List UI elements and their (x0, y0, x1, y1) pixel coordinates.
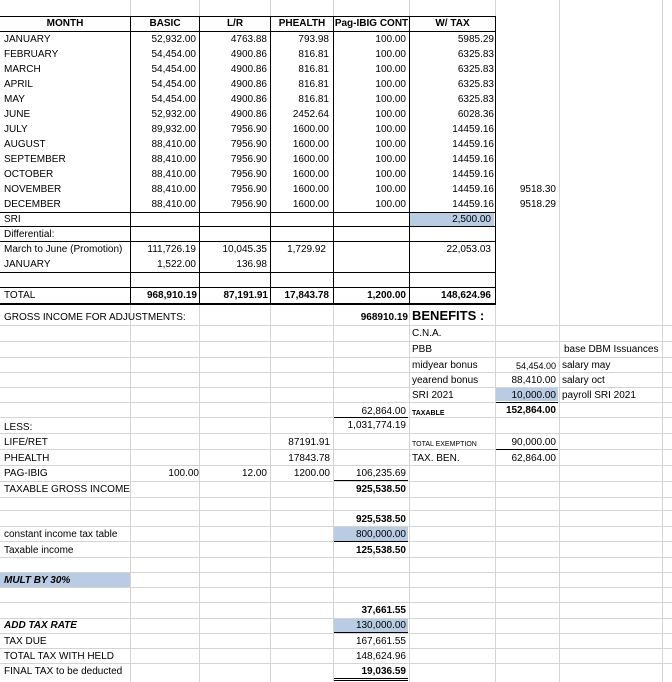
grid-row-line (0, 648, 672, 649)
phealth-label: PHEALTH (4, 453, 50, 464)
extra-cell: 9518.30 (519, 184, 556, 195)
basic-cell: 88,410.00 (151, 199, 196, 210)
wtax-cell: 6325.83 (457, 64, 494, 75)
grid-row-line (0, 557, 672, 558)
gross-income-value: 968910.19 (360, 312, 408, 323)
table-border (0, 272, 496, 273)
deductions-total: 106,235.69 (355, 468, 406, 479)
basic-cell: 54,454.00 (151, 64, 196, 75)
march-june-phealth: 1,729.92 (287, 244, 326, 255)
grid-row-line (0, 497, 672, 498)
wtax-cell: 6325.83 (457, 49, 494, 60)
final-double-underline (334, 680, 408, 681)
wtax-cell: 14459.16 (452, 154, 494, 165)
sri2021-label: SRI 2021 (412, 390, 454, 401)
life-ret-label: LIFE/RET (4, 437, 48, 448)
header-pagibig: Pag-IBIG CONT (334, 18, 409, 29)
month-cell: JANUARY (4, 34, 51, 45)
phealth-cell: 816.81 (298, 94, 329, 105)
table-border (0, 226, 496, 227)
grid-row-line (0, 587, 672, 588)
grid-row-line (0, 433, 672, 434)
final-tax-label: FINAL TAX to be deducted (4, 666, 123, 677)
sum-underline (334, 480, 408, 481)
grid-row-line (0, 325, 672, 326)
sum-underline (334, 541, 408, 542)
pagibig-cell: 100.00 (375, 199, 406, 210)
month-cell: MAY (4, 94, 25, 105)
month-cell: MARCH (4, 64, 41, 75)
january-diff-basic: 1,522.00 (157, 259, 196, 270)
benefits-taxable-value: 62,864.00 (361, 406, 406, 417)
sri-wtax: 2,500.00 (452, 214, 491, 225)
month-cell: AUGUST (4, 139, 46, 150)
pagibig-cell: 100.00 (375, 154, 406, 165)
table-border (0, 212, 496, 213)
lr-cell: 7956.90 (230, 154, 267, 165)
basic-cell: 88,410.00 (151, 139, 196, 150)
pagibig-cell: 100.00 (375, 124, 406, 135)
grid-row-line (0, 449, 672, 450)
grid-row-line (0, 510, 672, 511)
tax-due-label: TAX DUE (4, 636, 47, 647)
header-wtax: W/ TAX (435, 18, 470, 29)
month-cell: SEPTEMBER (4, 154, 66, 165)
march-june-wtax: 22,053.03 (446, 244, 491, 255)
wtax-cell: 14459.16 (452, 184, 494, 195)
pagibig-cell: 100.00 (375, 64, 406, 75)
benefits-title: BENEFITS : (412, 308, 485, 323)
basic-cell: 88,410.00 (151, 184, 196, 195)
wtax-cell: 14459.16 (452, 169, 494, 180)
yearend-value: 88,410.00 (511, 375, 556, 386)
basic-cell: 52,932.00 (151, 109, 196, 120)
life-ret-value: 87191.91 (288, 437, 330, 448)
lr-cell: 7956.90 (230, 139, 267, 150)
benefits-taxable-label: TAXABLE (412, 410, 445, 417)
total-lr: 87,191.91 (223, 290, 268, 301)
lr-cell: 7956.90 (230, 184, 267, 195)
phealth-value: 17843.78 (288, 453, 330, 464)
table-border (0, 16, 496, 17)
pagibig-cell: 100.00 (375, 34, 406, 45)
basic-cell: 88,410.00 (151, 154, 196, 165)
withheld-label: TOTAL TAX WITH HELD (4, 651, 115, 662)
month-cell: OCTOBER (4, 169, 54, 180)
month-cell: JUNE (4, 109, 31, 120)
yearend-note: salary oct (562, 375, 605, 386)
grid-row-line (0, 465, 672, 466)
total-basic: 968,910.19 (146, 290, 197, 301)
phealth-cell: 816.81 (298, 64, 329, 75)
pagibig-basic: 100.00 (168, 468, 199, 479)
total-exemption-value: 90,000.00 (511, 437, 556, 448)
repeat-gross-value: 925,538.50 (355, 514, 406, 525)
gross-income-label: GROSS INCOME FOR ADJUSTMENTS: (4, 312, 186, 323)
march-june-label: March to June (Promotion) (4, 244, 123, 255)
table-border (0, 287, 496, 288)
taxable-gross-label: TAXABLE GROSS INCOME (4, 484, 130, 495)
table-border (0, 303, 496, 305)
lr-cell: 4900.86 (230, 49, 267, 60)
pagibig-cell: 100.00 (375, 169, 406, 180)
header-phealth: PHEALTH (278, 18, 326, 29)
pagibig-cell: 100.00 (375, 94, 406, 105)
midyear-note: salary may (562, 360, 611, 371)
taxable-income-value: 125,538.50 (355, 545, 406, 556)
sri2021-note: payroll SRI 2021 (562, 390, 636, 401)
pagibig-cell: 100.00 (375, 49, 406, 60)
grid-row-line (0, 372, 672, 373)
midyear-label: midyear bonus (412, 360, 478, 371)
grid-row-line (0, 663, 672, 664)
january-diff-lr: 136.98 (236, 259, 267, 270)
wtax-cell: 6325.83 (457, 94, 494, 105)
differential-label: Differential: (4, 229, 55, 240)
phealth-cell: 2452.64 (292, 109, 329, 120)
lr-cell: 7956.90 (230, 169, 267, 180)
midyear-value: 54,454.00 (515, 361, 556, 371)
grid-row-line (0, 387, 672, 388)
march-june-basic: 111,726.19 (147, 244, 196, 255)
constant-value: 800,000.00 (355, 529, 406, 540)
final-double-underline (334, 678, 408, 679)
grid-row-line (0, 633, 672, 634)
taxable-income-label: Taxable income (4, 545, 74, 556)
grid-row-line (0, 602, 672, 603)
phealth-cell: 816.81 (298, 79, 329, 90)
yearend-label: yearend bonus (412, 375, 479, 386)
header-basic: BASIC (149, 18, 181, 29)
phealth-cell: 1600.00 (292, 124, 329, 135)
month-cell: NOVEMBER (4, 184, 62, 195)
wtax-cell: 14459.16 (452, 139, 494, 150)
pagibig-mult: 12.00 (241, 468, 267, 479)
constant-label: constant income tax table (4, 529, 118, 540)
basic-cell: 54,454.00 (151, 79, 196, 90)
phealth-cell: 1600.00 (292, 184, 329, 195)
add-tax-value: 130,000.00 (355, 620, 406, 631)
total-exemption-label: TOTAL EXEMPTION (412, 441, 477, 448)
extra-cell: 9518.29 (519, 199, 556, 210)
less-label: LESS: (4, 422, 33, 433)
phealth-cell: 816.81 (298, 49, 329, 60)
subtotal-value: 1,031,774.19 (347, 420, 406, 431)
benefits-cna: C.N.A. (412, 328, 442, 339)
total-phealth: 17,843.78 (284, 290, 329, 301)
pagibig-cell: 100.00 (375, 184, 406, 195)
sri-label: SRI (4, 214, 21, 225)
lr-cell: 7956.90 (230, 199, 267, 210)
pagibig-cell: 100.00 (375, 79, 406, 90)
march-june-lr: 10,045.35 (222, 244, 267, 255)
month-cell: DECEMBER (4, 199, 61, 210)
header-lr: L/R (226, 18, 244, 29)
phealth-cell: 1600.00 (292, 139, 329, 150)
lr-cell: 4900.86 (230, 79, 267, 90)
sum-underline (496, 449, 558, 450)
grid-row-line (0, 481, 672, 482)
total-pagibig: 1,200.00 (367, 290, 406, 301)
add-tax-label: ADD TAX RATE (4, 620, 77, 631)
total-wtax: 148,624.96 (440, 290, 491, 301)
month-cell: FEBRUARY (4, 49, 59, 60)
total-label: TOTAL (4, 290, 36, 301)
taxable-gross-value: 925,538.50 (355, 484, 406, 495)
withheld-value: 148,624.96 (355, 651, 406, 662)
tax-ben-label: TAX. BEN. (412, 453, 460, 464)
basic-cell: 88,410.00 (151, 169, 196, 180)
pagibig-cell: 100.00 (375, 109, 406, 120)
grid-row-line (0, 402, 672, 403)
phealth-cell: 793.98 (298, 34, 329, 45)
month-cell: JULY (4, 124, 28, 135)
benefits-total: 152,864.00 (505, 405, 556, 416)
phealth-cell: 1600.00 (292, 154, 329, 165)
grid-row-line (0, 357, 672, 358)
grid-row-line (0, 526, 672, 527)
month-cell: APRIL (4, 79, 33, 90)
lr-cell: 4900.86 (230, 64, 267, 75)
pagibig-label: PAG-IBIG (4, 468, 48, 479)
table-border (495, 16, 496, 304)
pagibig-cell: 100.00 (375, 139, 406, 150)
basic-cell: 89,932.00 (151, 124, 196, 135)
wtax-cell: 5985.29 (457, 34, 494, 45)
table-border (0, 31, 496, 32)
phealth-cell: 1600.00 (292, 199, 329, 210)
wtax-cell: 6325.83 (457, 79, 494, 90)
sri2021-value: 10,000.00 (511, 390, 556, 401)
header-month: MONTH (46, 18, 84, 29)
grid-row-line (0, 618, 672, 619)
lr-cell: 4763.88 (230, 34, 267, 45)
phealth-cell: 1600.00 (292, 169, 329, 180)
january-diff-label: JANUARY (4, 259, 51, 270)
benefits-base-note: base DBM Issuances (564, 344, 659, 355)
wtax-cell: 14459.16 (452, 124, 494, 135)
lr-cell: 4900.86 (230, 109, 267, 120)
table-border (0, 241, 496, 242)
mult-value: 37,661.55 (361, 605, 406, 616)
basic-cell: 54,454.00 (151, 49, 196, 60)
tax-ben-value: 62,864.00 (511, 453, 556, 464)
benefits-pbb: PBB (412, 344, 433, 355)
wtax-cell: 6028.36 (457, 109, 494, 120)
basic-cell: 52,932.00 (151, 34, 196, 45)
sum-underline (496, 402, 558, 403)
lr-cell: 7956.90 (230, 124, 267, 135)
tax-due-value: 167,661.55 (355, 636, 406, 647)
mult-label: MULT BY 30% (4, 575, 71, 586)
sum-underline (334, 632, 408, 633)
lr-cell: 4900.86 (230, 94, 267, 105)
pagibig-value: 1200.00 (293, 468, 330, 479)
grid-row-line (0, 572, 672, 573)
final-tax-value: 19,036.59 (361, 666, 406, 677)
wtax-cell: 14459.16 (452, 199, 494, 210)
basic-cell: 54,454.00 (151, 94, 196, 105)
grid-row-line (0, 341, 672, 342)
